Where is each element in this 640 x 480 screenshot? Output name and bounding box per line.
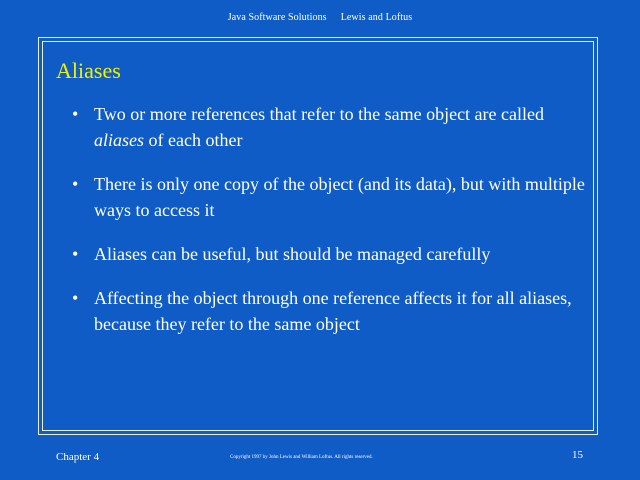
- footer-page-number: 15: [572, 449, 583, 461]
- bullet-text-part: of each other: [144, 130, 243, 150]
- bullet-list: [70, 101, 590, 355]
- bullet-dot: •: [72, 174, 79, 194]
- bullet-text-part: Two or more references that refer to the same object are called: [94, 104, 544, 124]
- footer-chapter: Chapter 4: [56, 451, 100, 463]
- header-book-title: Java Software Solutions: [227, 12, 327, 23]
- bullet-item: [70, 241, 590, 267]
- bullet-text: [94, 104, 544, 150]
- slide-title: Aliases: [56, 58, 121, 83]
- header-authors: Lewis and Loftus: [340, 12, 413, 23]
- bullet-item: [70, 171, 590, 223]
- bullet-item: [70, 285, 590, 337]
- bullet-dot: •: [72, 244, 79, 264]
- bullet-text: Affecting the object through one reference affects it for all aliases, because they refer to the same object: [94, 288, 572, 334]
- bullet-item: [70, 101, 590, 153]
- bullet-dot: •: [72, 288, 79, 308]
- bullet-emphasis: aliases: [94, 130, 145, 150]
- bullet-text: Aliases can be useful, but should be managed carefully: [94, 244, 491, 264]
- slide-header: [0, 12, 640, 23]
- bullet-text: There is only one copy of the object (and its data), but with multiple ways to access it: [94, 174, 585, 220]
- bullet-dot: •: [72, 104, 79, 124]
- footer-copyright: Copyright 1997 by John Lewis and William Loftus. All rights reserved.: [230, 455, 373, 460]
